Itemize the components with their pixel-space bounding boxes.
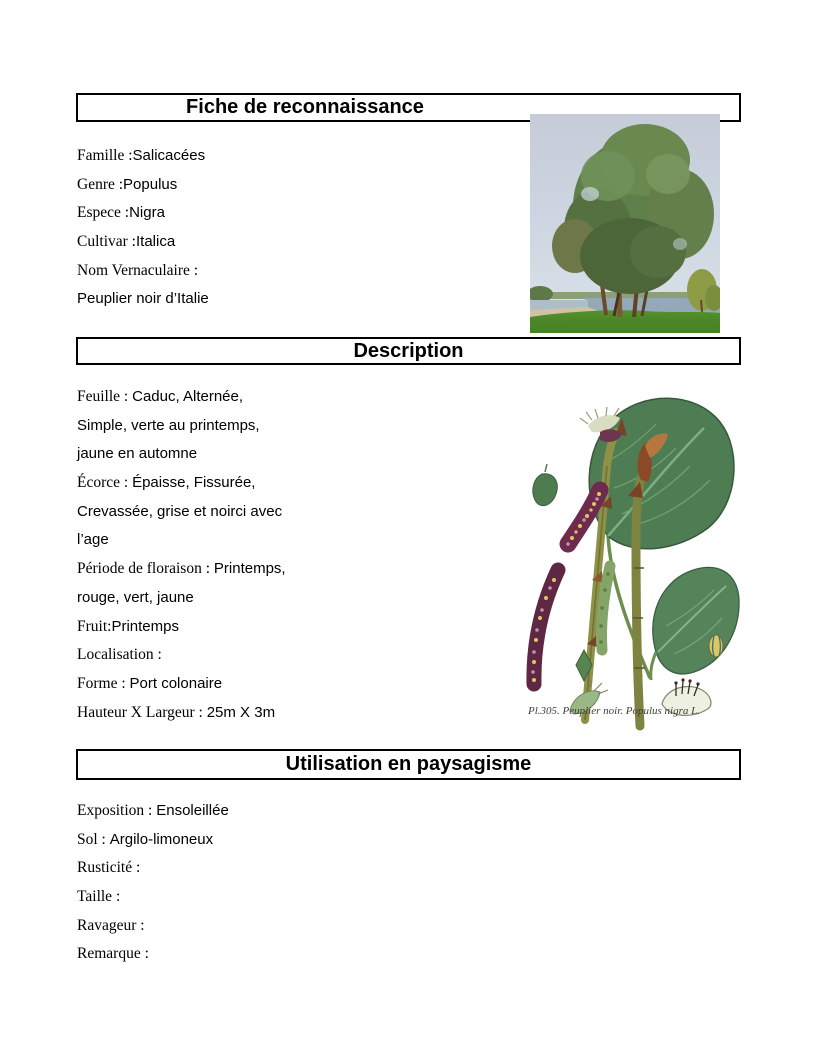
field-label: Feuille : — [77, 388, 133, 405]
field-label: Taille : — [77, 888, 121, 906]
usage-row — [77, 940, 507, 969]
identity-row — [77, 142, 507, 171]
usage-row — [77, 912, 507, 941]
field-label: Fruit: — [77, 617, 112, 635]
field-label: Remarque : — [77, 945, 149, 963]
field-value: jaune en automne — [77, 445, 198, 463]
identity-row — [77, 199, 507, 228]
description-row — [77, 555, 507, 584]
field-value: Nigra — [129, 204, 165, 222]
field-value: l’age — [77, 531, 109, 549]
tree-photo — [530, 114, 720, 333]
field-label: Hauteur X Largeur : — [77, 703, 207, 721]
usage-row — [77, 826, 507, 855]
field-value: Peuplier noir d’Italie — [77, 290, 209, 308]
field-label: Forme : — [77, 674, 130, 692]
usage-title: Utilisation en paysagisme — [285, 753, 532, 775]
field-label: Ravageur : — [77, 916, 145, 934]
identity-row — [77, 171, 507, 200]
description-section — [77, 383, 507, 727]
field-label: Nom Vernaculaire : — [77, 261, 199, 279]
description-row — [77, 699, 507, 728]
field-value: Caduc, Alternée, — [132, 388, 244, 405]
field-value: rouge, vert, jaune — [77, 588, 194, 606]
field-value: Épaisse, Fissurée, — [132, 474, 256, 492]
description-row — [77, 383, 507, 412]
description-row — [77, 584, 507, 613]
section-header-usage — [76, 749, 741, 780]
botanical-plate-image — [488, 388, 740, 736]
section-header-description — [76, 337, 741, 365]
field-value: Ensoleillée — [156, 802, 229, 819]
field-value: Port colonaire — [129, 674, 223, 692]
field-value: Populus — [123, 175, 178, 193]
usage-row — [77, 883, 507, 912]
identity-section — [77, 142, 507, 314]
description-row — [77, 412, 507, 441]
field-value: Printemps — [111, 617, 179, 635]
description-row — [77, 670, 507, 699]
usage-row — [77, 797, 507, 826]
description-row — [77, 440, 507, 469]
field-value: Simple, verte au printemps, — [77, 416, 260, 434]
field-label: Exposition : — [77, 802, 157, 819]
field-value: Printemps, — [213, 560, 286, 578]
description-row — [77, 641, 507, 670]
description-row — [77, 613, 507, 642]
field-label: Espece : — [77, 204, 130, 222]
identity-row — [77, 285, 507, 314]
page-title: Fiche de reconnaissance — [186, 96, 424, 118]
description-row — [77, 526, 507, 555]
usage-row — [77, 854, 507, 883]
usage-section — [77, 797, 507, 969]
field-label: Localisation : — [77, 646, 162, 664]
field-label: Écorce : — [77, 474, 133, 492]
illustration-caption: Pl.305. Peuplier noir. Populus nigra L. — [527, 705, 701, 717]
botanical-illustration — [488, 388, 740, 736]
identity-row — [77, 257, 507, 286]
field-label: Rusticité : — [77, 859, 141, 877]
description-row — [77, 469, 507, 498]
field-value: Argilo-limoneux — [109, 830, 214, 848]
description-title: Description — [353, 340, 464, 362]
field-label: Sol : — [77, 830, 110, 848]
field-value: Italica — [135, 233, 176, 251]
field-value: Salicacées — [132, 147, 206, 164]
field-label: Cultivar : — [77, 233, 136, 251]
tree-photo-image — [530, 114, 720, 333]
field-value: Crevassée, grise et noirci avec — [77, 502, 283, 520]
field-label: Période de floraison : — [77, 560, 214, 578]
description-row — [77, 498, 507, 527]
field-value: 25m X 3m — [206, 703, 276, 721]
identity-row — [77, 228, 507, 257]
field-label: Famille : — [77, 147, 133, 164]
field-label: Genre : — [77, 175, 124, 193]
